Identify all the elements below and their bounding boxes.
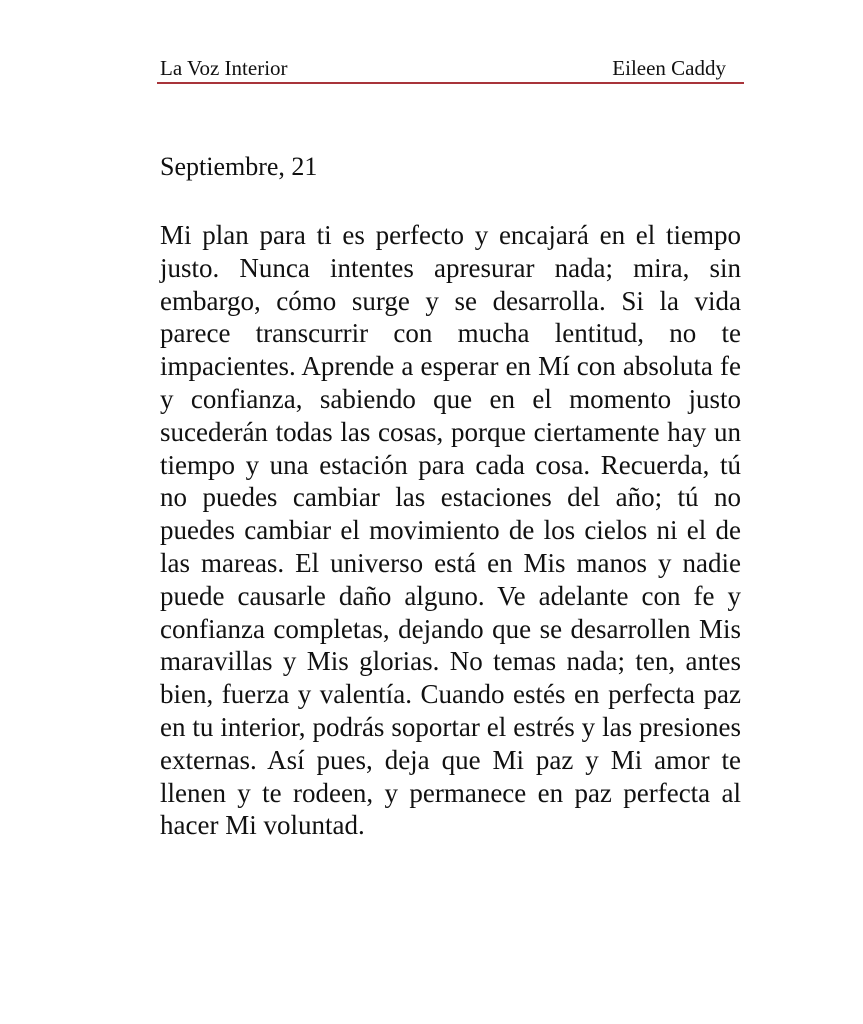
- book-title: La Voz Interior: [160, 56, 288, 80]
- entry-date: Septiembre, 21: [160, 152, 318, 181]
- page-header: [157, 52, 744, 84]
- entry-body-text: Mi plan para ti es perfecto y encajará en el tiempo justo. Nunca intentes apresurar nada; mira, sin embargo, cómo surge y se desarrolla. Si la vida parece transcurrir con mucha lentitud, no te impacientes. Aprende a esperar en Mí con absoluta fe y confianza, sabiendo que en el momento justo sucederán todas las cosas, porque ciertamente hay un tiempo y una estación para cada cosa. Recuerda, tú no puedes cambiar las estaciones del año; tú no puedes cambiar el movimiento de los cielos ni el de las mareas. El universo está en Mis manos y nadie puede causarle daño alguno. Ve adelante con fe y confianza completas, dejando que se desarrollen Mis maravillas y Mis glorias. No temas nada; ten, antes bien, fuerza y valentía. Cuando estés en perfecta paz en tu interior, podrás soportar el estrés y las presiones externas. Así pues, deja que Mi paz y Mi amor te llenen y te rodeen, y permanece en paz perfecta al hacer Mi voluntad.: [160, 220, 741, 841]
- author-name: Eileen Caddy: [612, 56, 726, 80]
